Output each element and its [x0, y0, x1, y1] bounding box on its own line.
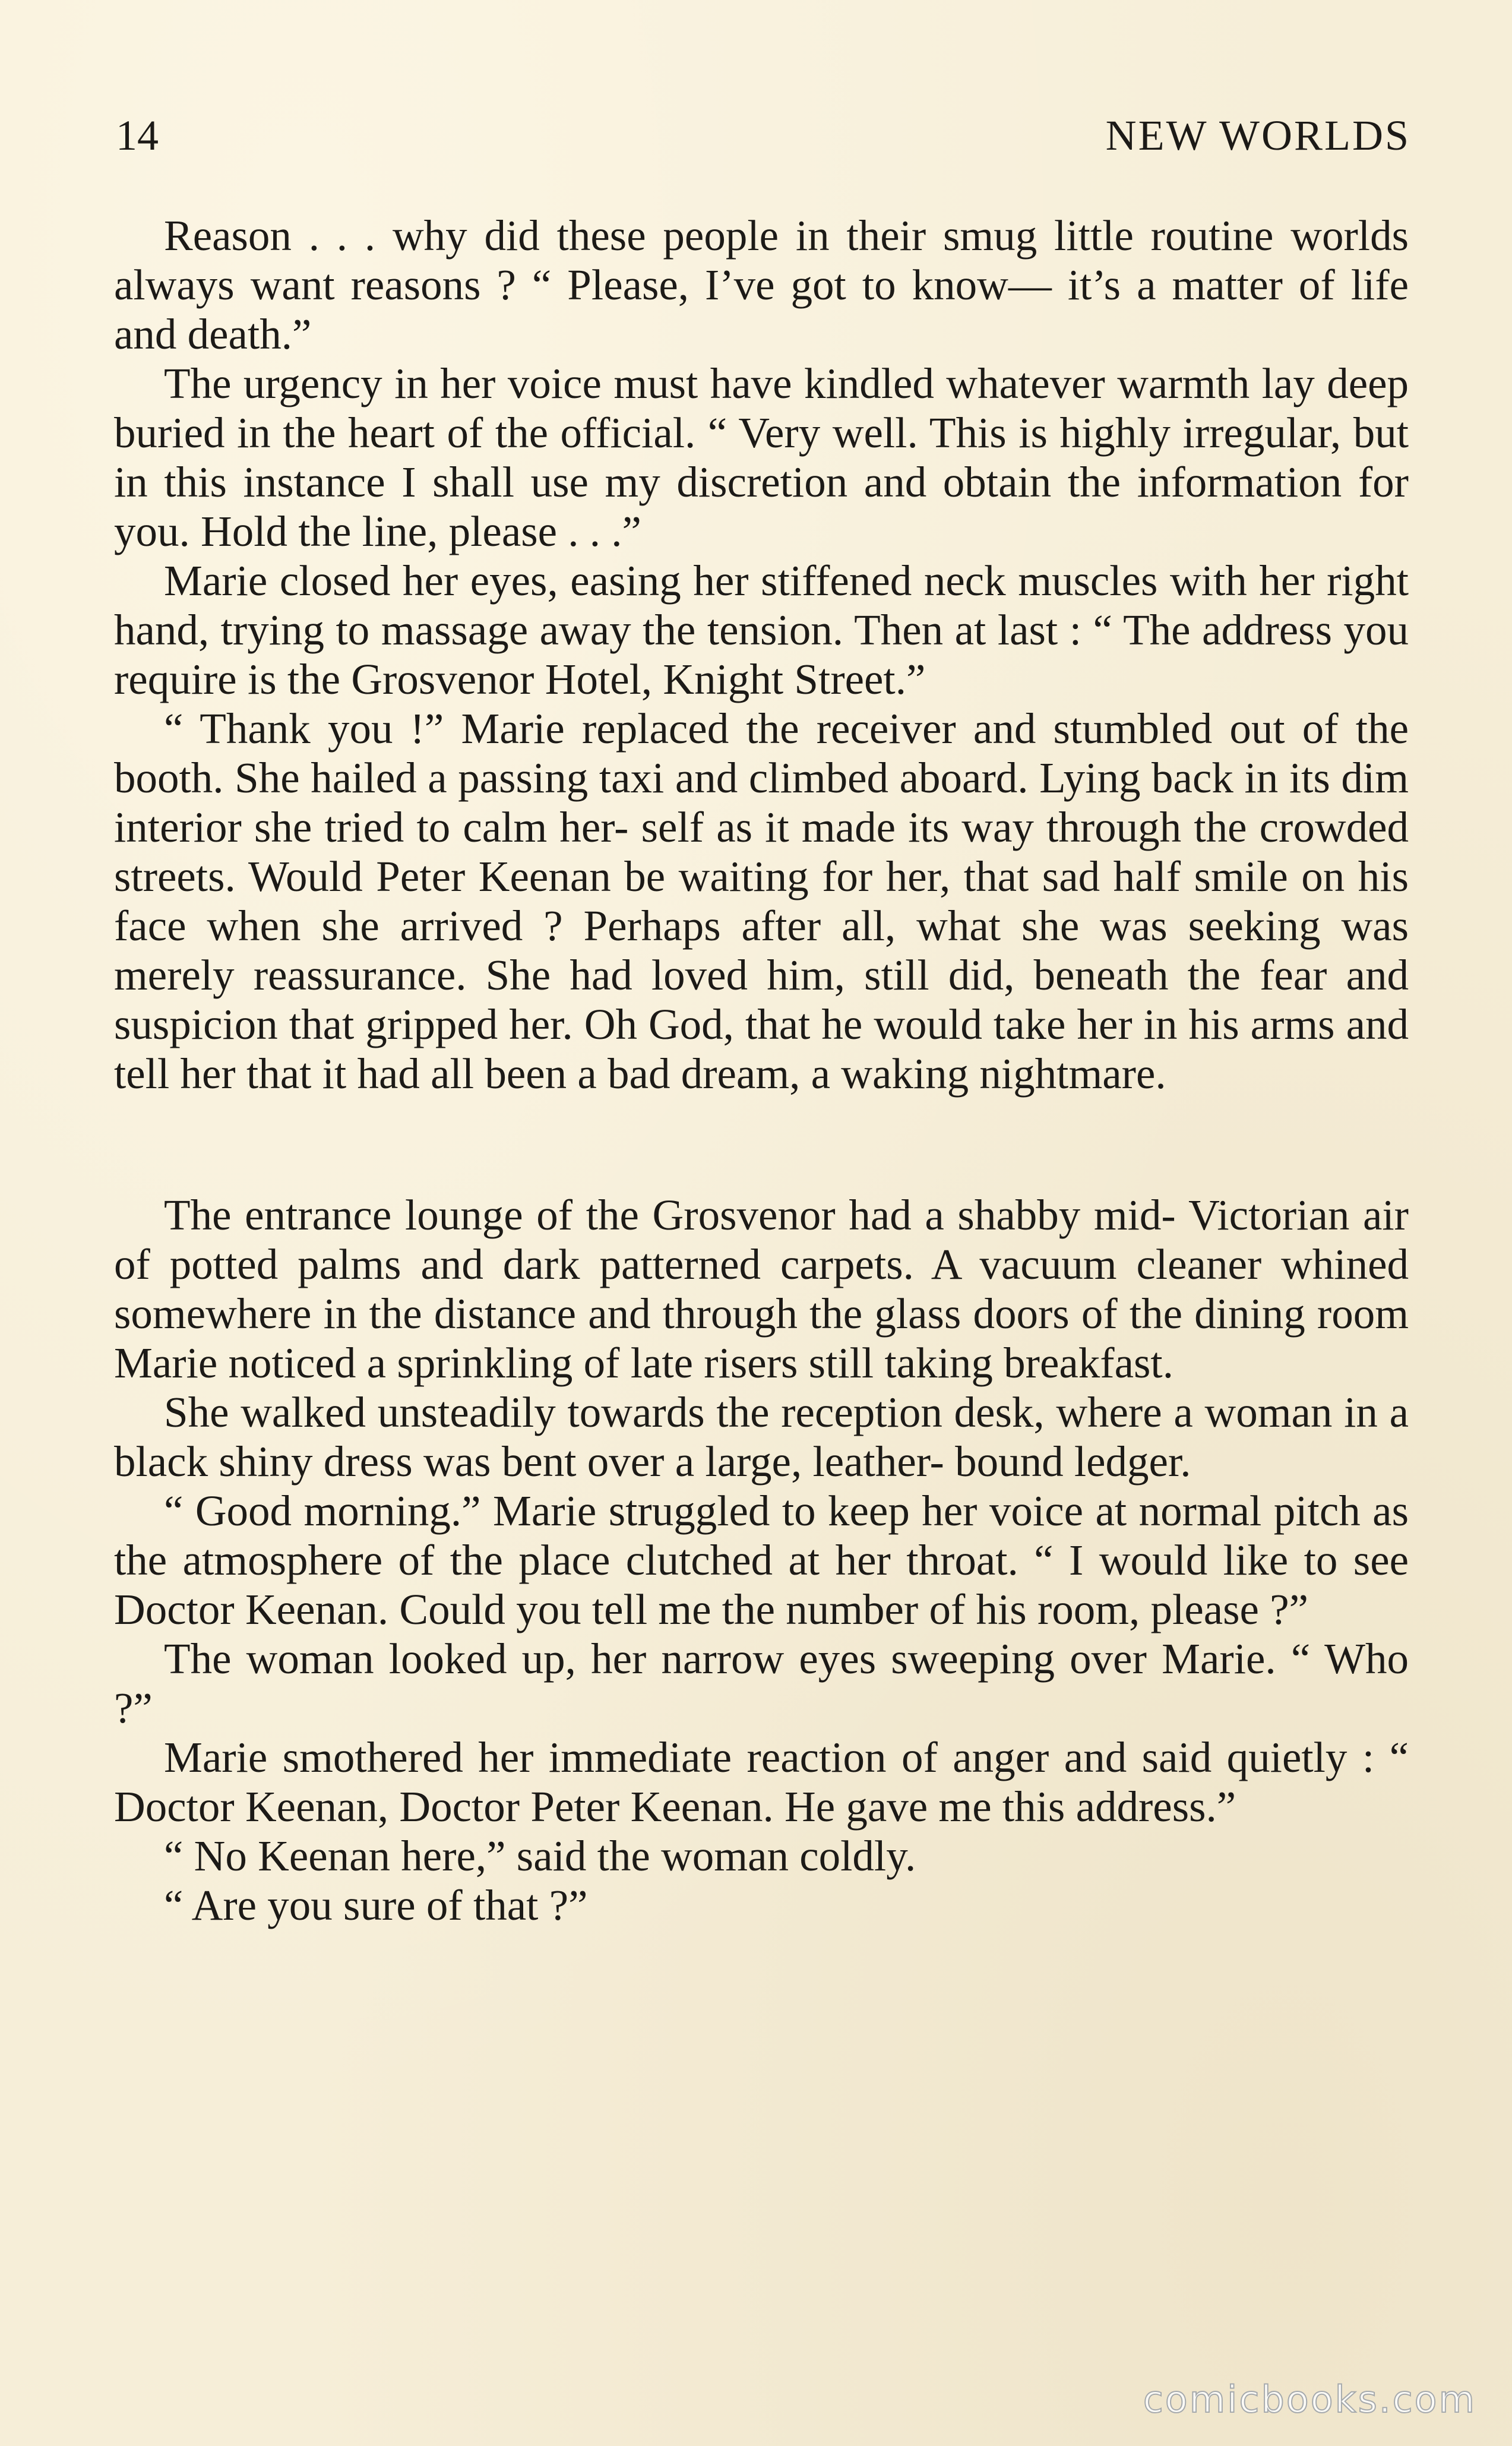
paragraph: The urgency in her voice must have kindled whatever warmth lay deep buried in the heart of the official. “ Very well. This is highly irregular, but in this instance I shall use my discretion and obtain the information for you. Hold the line, please . . .”: [114, 359, 1409, 555]
paragraph: Reason . . . why did these people in their smug little routine worlds always want reasons ? “ Please, I’ve got to know— it’s a matter of life and death.”: [114, 211, 1409, 358]
story-text: [114, 211, 1409, 1930]
page-header: [116, 106, 1410, 165]
paragraph: The entrance lounge of the Grosvenor had a shabby mid- Victorian air of potted palms and dark patterned carpets. A vacuum cleaner whined somewhere in the distance and through the glass doors of the dining room Marie noticed a sprinkling of late risers still taking breakfast.: [114, 1191, 1409, 1387]
paragraph: “ No Keenan here,” said the woman coldly.: [164, 1832, 916, 1880]
page-number: 14: [116, 112, 159, 159]
running-head: NEW WORLDS: [1105, 112, 1410, 159]
paragraph: She walked unsteadily towards the reception desk, where a woman in a black shiny dress was bent over a large, leather- bound ledger.: [114, 1388, 1409, 1486]
section-break: [114, 1098, 1409, 1190]
paragraph: “ Thank you !” Marie replaced the receiver and stumbled out of the booth. She hailed a passing taxi and climbed aboard. Lying back in its dim interior she tried to calm her- self as it made its way through the crowded streets. Would Peter Keenan be waiting for her, that sad half smile on his face when she arrived ? Perhaps after all, what she was seeking was merely reassurance. She had loved him, still did, beneath the fear and suspicion that gripped her. Oh God, that he would take her in his arms and tell her that it had all been a bad dream, a waking nightmare.: [114, 704, 1409, 1098]
paragraph: “ Are you sure of that ?”: [164, 1881, 588, 1929]
paragraph: Marie smothered her immediate reaction of anger and said quietly : “ Doctor Keenan, Doctor Peter Keenan. He gave me this address.”: [114, 1733, 1409, 1831]
paragraph: The woman looked up, her narrow eyes sweeping over Marie. “ Who ?”: [114, 1635, 1409, 1732]
watermark: comicbooks.com: [1143, 2378, 1476, 2421]
paragraph: Marie closed her eyes, easing her stiffened neck muscles with her right hand, trying to massage away the tension. Then at last : “ The address you require is the Grosvenor Hotel, Knight Street.”: [114, 557, 1409, 703]
paragraph: “ Good morning.” Marie struggled to keep her voice at normal pitch as the atmosphere of the place clutched at her throat. “ I would like to see Doctor Keenan. Could you tell me the number of his room, please ?”: [114, 1487, 1409, 1633]
